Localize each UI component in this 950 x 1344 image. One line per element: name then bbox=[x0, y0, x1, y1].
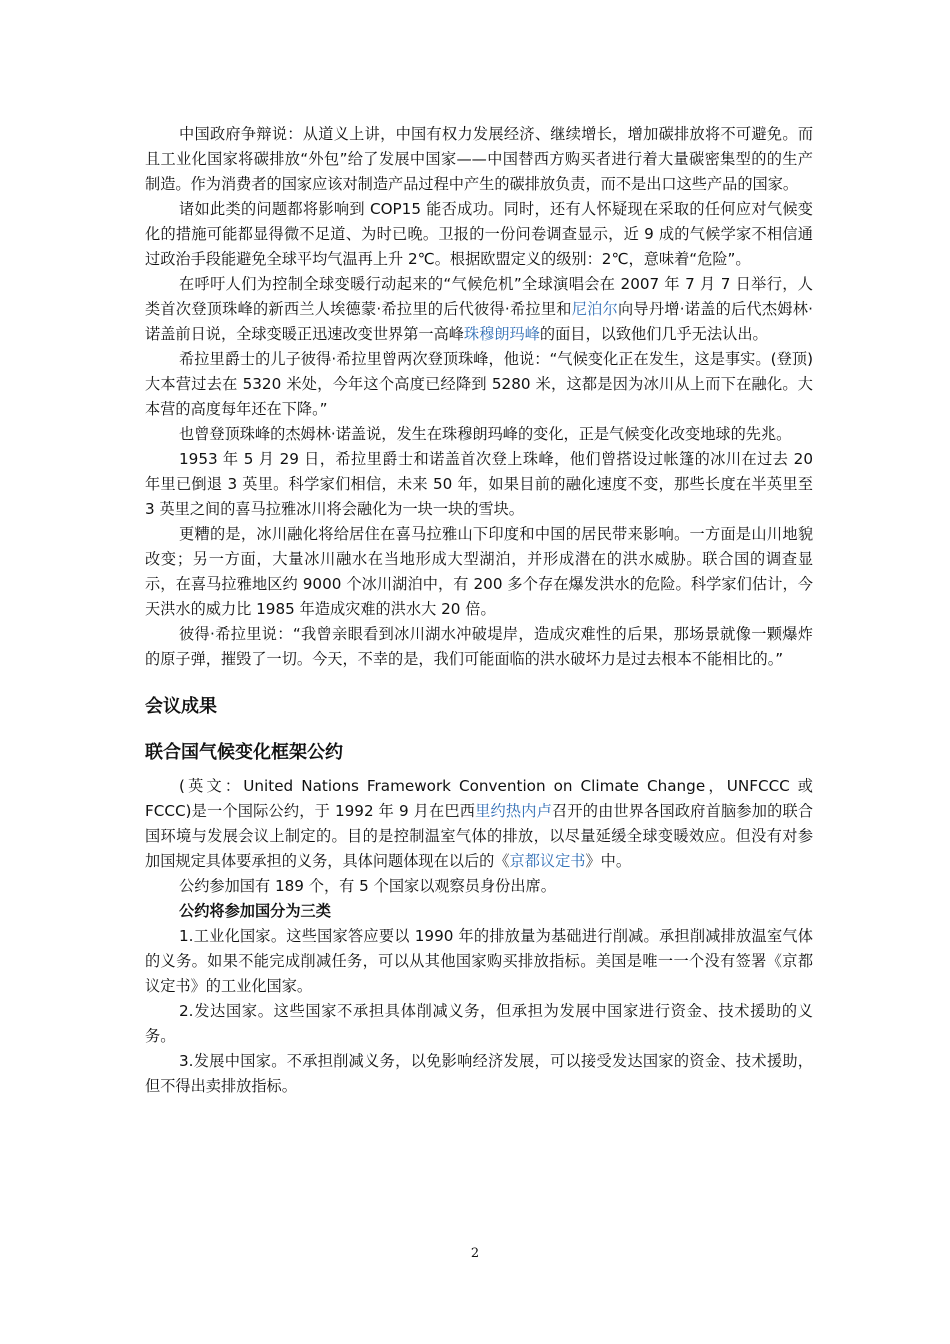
paragraph-text: 也曾登顶珠峰的杰姆林·诺盖说，发生在珠穆朗玛峰的变化，正是气候变化改变地球的先兆。 bbox=[179, 425, 792, 443]
hyperlink[interactable]: 里约热内卢 bbox=[475, 802, 552, 820]
paragraph-text: 公约参加国有 189 个，有 5 个国家以观察员身份出席。 bbox=[179, 877, 556, 895]
paragraph-text: 1.工业化国家。这些国家答应要以 1990 年的排放量为基础进行削减。承担削减排放温室气体的义务。如果不能完成削减任务，可以从其他国家购买排放指标。美国是唯一一个没有签署《京都议定书》的工业化国家。 bbox=[145, 927, 813, 995]
page-body bbox=[145, 122, 813, 1099]
hyperlink[interactable]: 尼泊尔 bbox=[571, 300, 618, 318]
paragraph-text: 在呼吁人们为控制全球变暖行动起来的“气候危机”全球演唱会在 2007 年 7 月 7 日举行，人类首次登顶珠峰的新西兰人埃德蒙·希拉里的后代彼得·希拉里和 bbox=[145, 275, 813, 318]
paragraph-text: 》中。 bbox=[585, 852, 631, 870]
page-number: 2 bbox=[470, 1246, 480, 1261]
heading-unfccc: 联合国气候变化框架公约 bbox=[145, 742, 343, 763]
paragraph-text: 更糟的是，冰川融化将给居住在喜马拉雅山下印度和中国的居民带来影响。一方面是山川地貌改变；另一方面，大量冰川融水在当地形成大型湖泊，并形成潜在的洪水威胁。联合国的调查显示，在喜马拉雅地区约 9000 个冰川湖泊中，有 200 多个存在爆发洪水的危险。科学家们估计，今天洪水的威力比 1985 年造成灾难的洪水大 20 倍。 bbox=[145, 525, 813, 618]
section-climate-crisis bbox=[145, 122, 813, 672]
paragraph-text: 向导丹增·诺盖的后代杰姆林·诺盖前日说，全球变暖正迅速改变世界第一高峰 bbox=[145, 300, 814, 343]
paragraph bbox=[145, 1049, 813, 1099]
section-unfccc bbox=[145, 774, 813, 1099]
paragraph-text: 中国政府争辩说：从道义上讲，中国有权力发展经济、继续增长，增加碳排放将不可避免。而且工业化国家将碳排放“外包”给了发展中国家——中国替西方购买者进行着大量碳密集型的的生产制造。作为消费者的国家应该对制造产品过程中产生的碳排放负责，而不是出口这些产品的国家。 bbox=[145, 125, 813, 193]
paragraph bbox=[145, 447, 813, 522]
paragraph bbox=[145, 122, 813, 197]
paragraph bbox=[145, 999, 813, 1049]
paragraph-text: 1953 年 5 月 29 日，希拉里爵士和诺盖首次登上珠峰，他们曾搭设过帐篷的冰川在过去 20 年里已倒退 3 英里。科学家们相信，未来 50 年，如果目前的融化速度不变，那些长度在半英里至 3 英里之间的喜马拉雅冰川将会融化为一块一块的雪块。 bbox=[145, 450, 813, 518]
paragraph bbox=[145, 899, 813, 924]
heading-conference-results: 会议成果 bbox=[145, 696, 217, 717]
paragraph-text: 彼得·希拉里说：“我曾亲眼看到冰川湖水冲破堤岸，造成灾难性的后果，那场景就像一颗爆炸的原子弹，摧毁了一切。今天，不幸的是，我们可能面临的洪水破坏力是过去根本不能相比的。” bbox=[145, 625, 813, 668]
paragraph bbox=[145, 522, 813, 622]
paragraph-text: 希拉里爵士的儿子彼得·希拉里曾两次登顶珠峰，他说：“气候变化正在发生，这是事实。(登顶)大本营过去在 5320 米处，今年这个高度已经降到 5280 米，这都是因为冰川从上而下在融化。大本营的高度每年还在下降。” bbox=[145, 350, 813, 418]
hyperlink[interactable]: 珠穆朗玛峰 bbox=[463, 325, 540, 343]
paragraph-text: (英文：United Nations Framework Convention on Climate Change，UNFCCC 或 FCCC)是一个国际公约，于 1992 年 9 月在巴西 bbox=[145, 777, 813, 820]
paragraph-text: 2.发达国家。这些国家不承担具体削减义务，但承担为发展中国家进行资金、技术援助的义务。 bbox=[145, 1002, 813, 1045]
paragraph bbox=[145, 924, 813, 999]
paragraph bbox=[145, 422, 813, 447]
paragraph-text: 公约将参加国分为三类 bbox=[179, 902, 331, 920]
paragraph-text: 的面目，以致他们几乎无法认出。 bbox=[539, 325, 768, 343]
paragraph-text: 3.发展中国家。不承担削减义务，以免影响经济发展，可以接受发达国家的资金、技术援助，但不得出卖排放指标。 bbox=[145, 1052, 813, 1095]
paragraph bbox=[145, 197, 813, 272]
paragraph bbox=[145, 774, 813, 874]
paragraph-text: 诸如此类的问题都将影响到 COP15 能否成功。同时，还有人怀疑现在采取的任何应对气候变化的措施可能都显得微不足道、为时已晚。卫报的一份问卷调查显示，近 9 成的气候学家不相信通过政治手段能避免全球平均气温再上升 2℃。根据欧盟定义的级别：2℃，意味着“危险”。 bbox=[145, 200, 813, 268]
paragraph-text: 召开的由世界各国政府首脑参加的联合国环境与发展会议上制定的。目的是控制温室气体的排放，以尽量延缓全球变暖效应。但没有对参加国规定具体要承担的义务，具体问题体现在以后的《 bbox=[145, 802, 814, 870]
hyperlink[interactable]: 京都议定书 bbox=[509, 852, 586, 870]
paragraph bbox=[145, 347, 813, 422]
paragraph bbox=[145, 622, 813, 672]
paragraph bbox=[145, 272, 813, 347]
paragraph bbox=[145, 874, 813, 899]
